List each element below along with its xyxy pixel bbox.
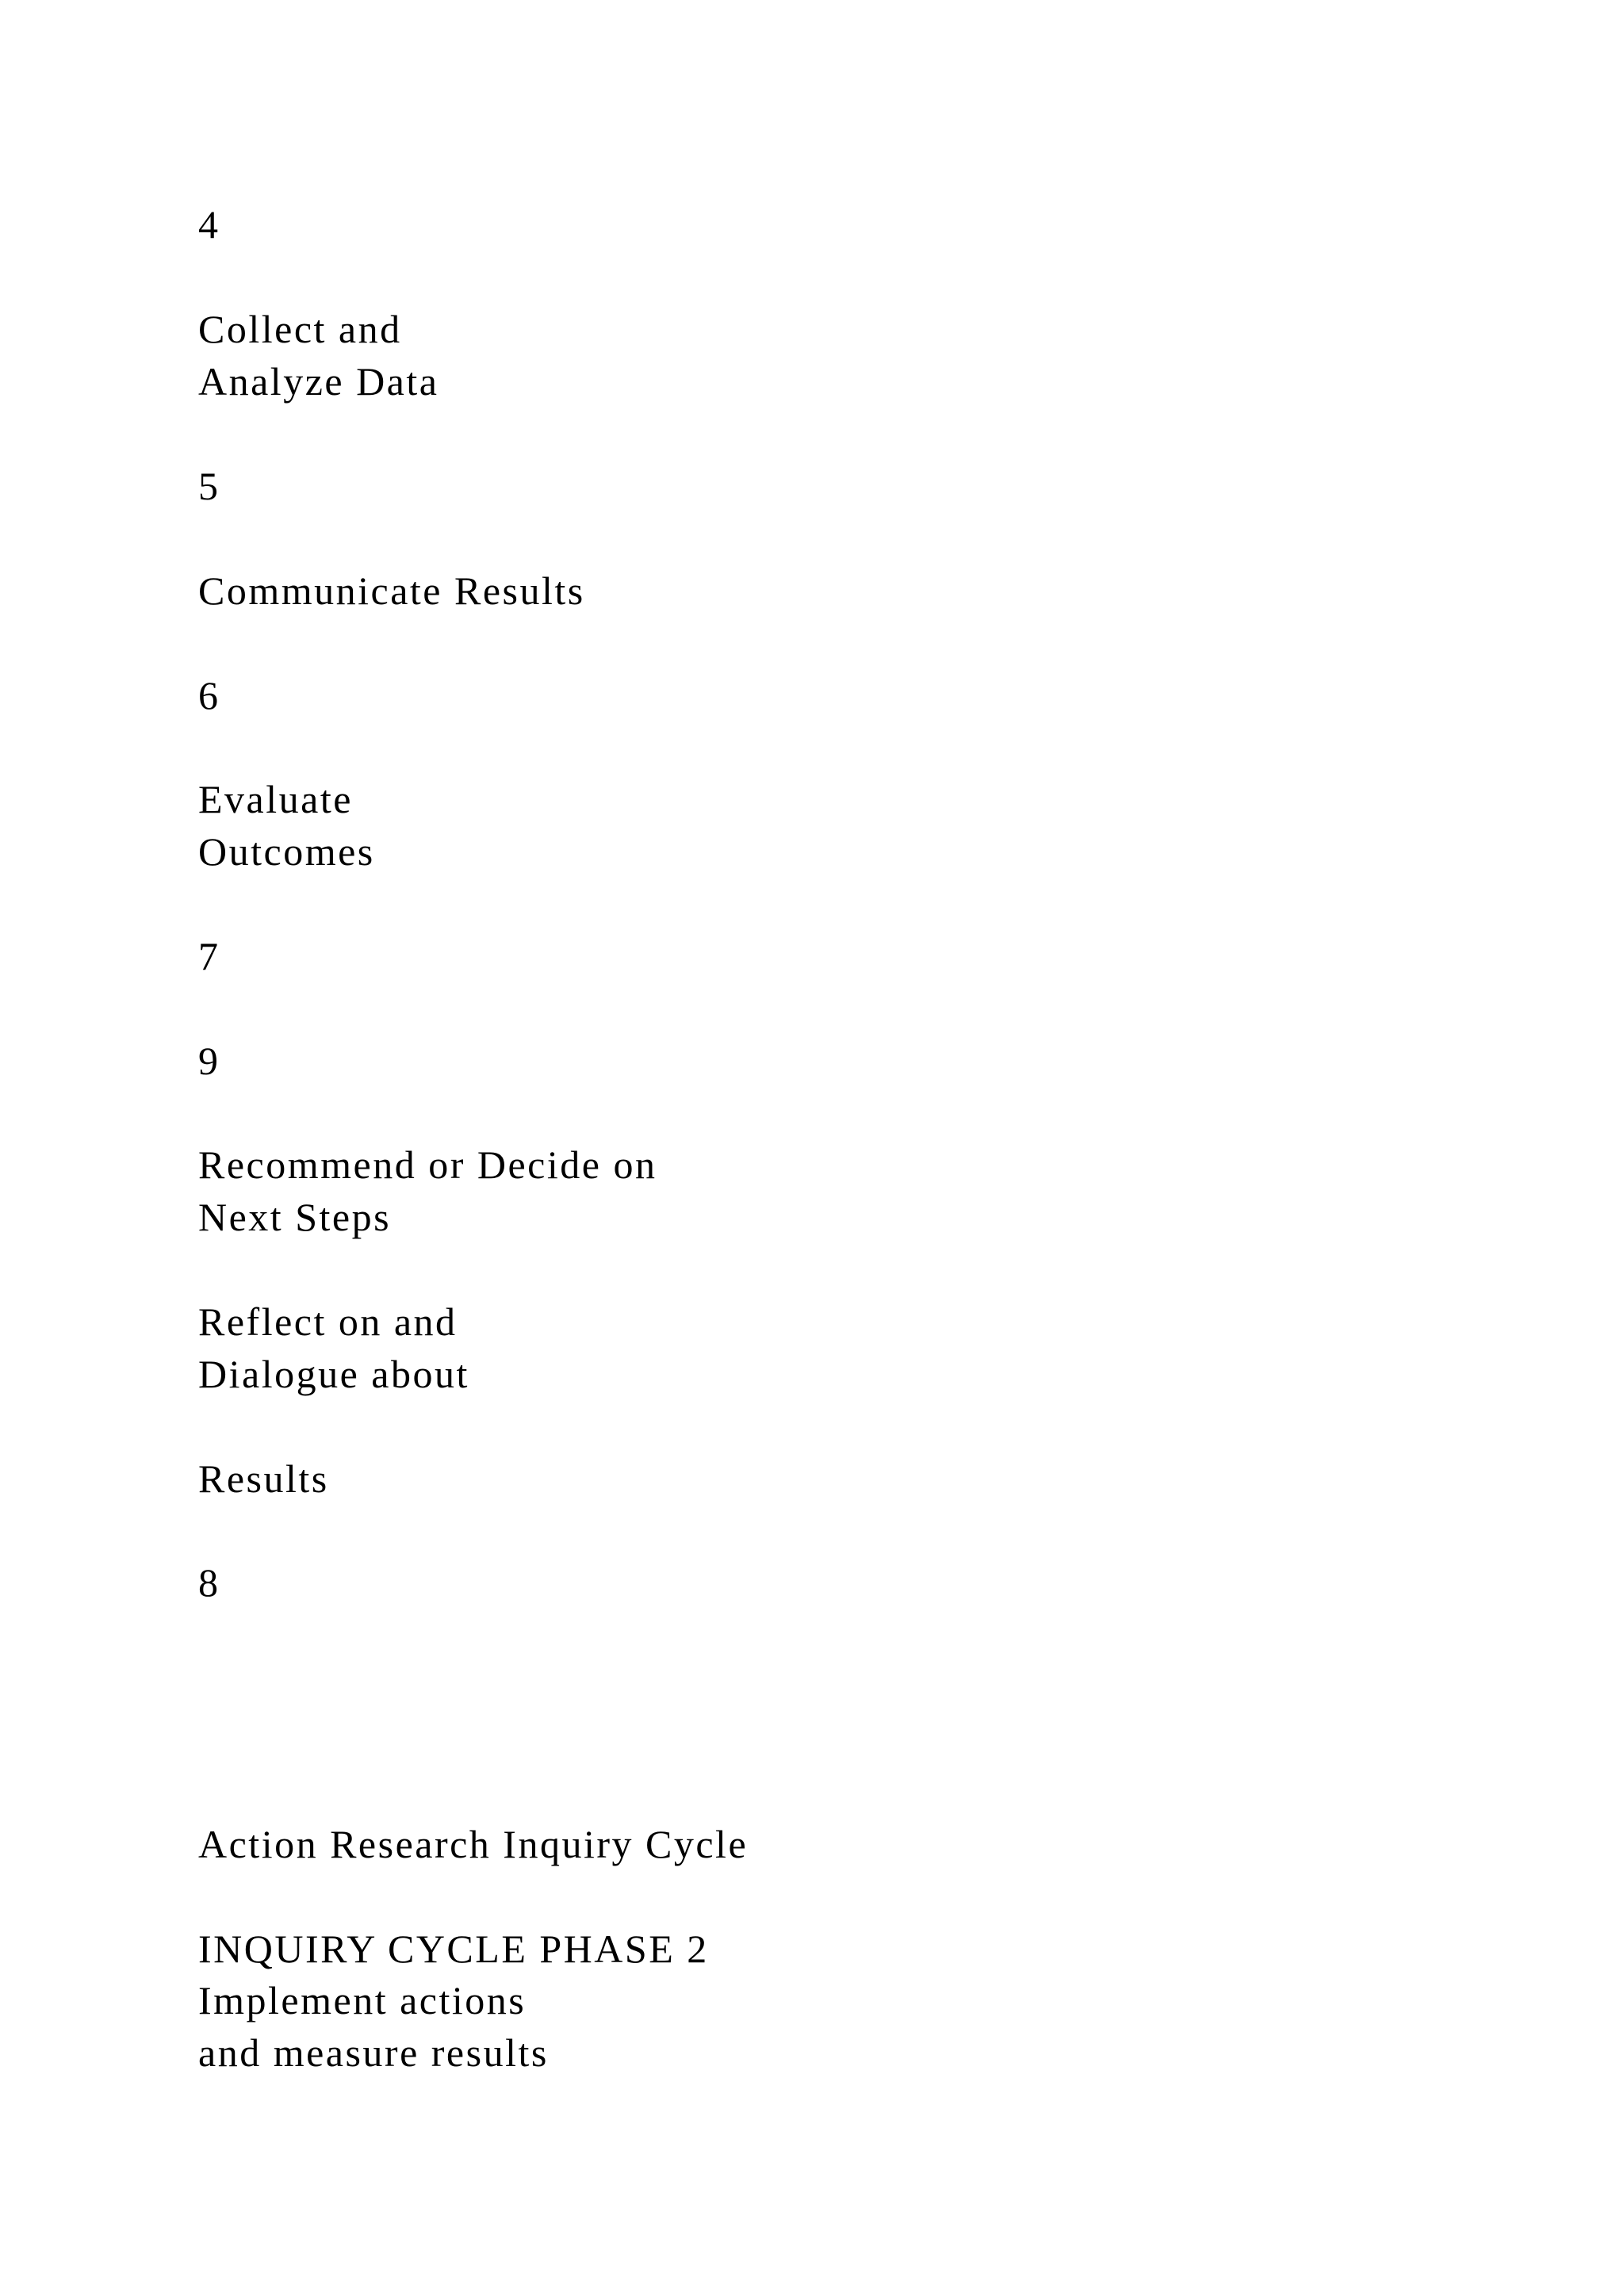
step-label-evaluate-line-2: Outcomes	[198, 829, 375, 874]
step-number-6: 6	[198, 673, 220, 718]
step-number-9: 9	[198, 1039, 220, 1083]
step-number-4: 4	[198, 202, 220, 247]
step-label-collect-line-1: Collect and	[198, 307, 402, 351]
step-number-7: 7	[198, 934, 220, 978]
step-number-8: 8	[198, 1560, 220, 1605]
step-label-communicate: Communicate Results	[198, 568, 585, 613]
step-label-collect-line-2: Analyze Data	[198, 359, 439, 404]
phase-heading: INQUIRY CYCLE PHASE 2	[198, 1927, 709, 1971]
step-label-recommend-line-1: Recommend or Decide on	[198, 1142, 657, 1187]
step-number-5: 5	[198, 464, 220, 508]
step-label-results: Results	[198, 1456, 329, 1501]
step-label-reflect-line-2: Dialogue about	[198, 1352, 469, 1396]
step-label-evaluate-line-1: Evaluate	[198, 777, 353, 821]
step-label-reflect-line-1: Reflect on and	[198, 1299, 458, 1344]
cycle-title: Action Research Inquiry Cycle	[198, 1822, 749, 1866]
phase-description-line-2: and measure results	[198, 2030, 549, 2075]
step-label-recommend-line-2: Next Steps	[198, 1195, 392, 1239]
phase-description-line-1: Implement actions	[198, 1978, 527, 2022]
